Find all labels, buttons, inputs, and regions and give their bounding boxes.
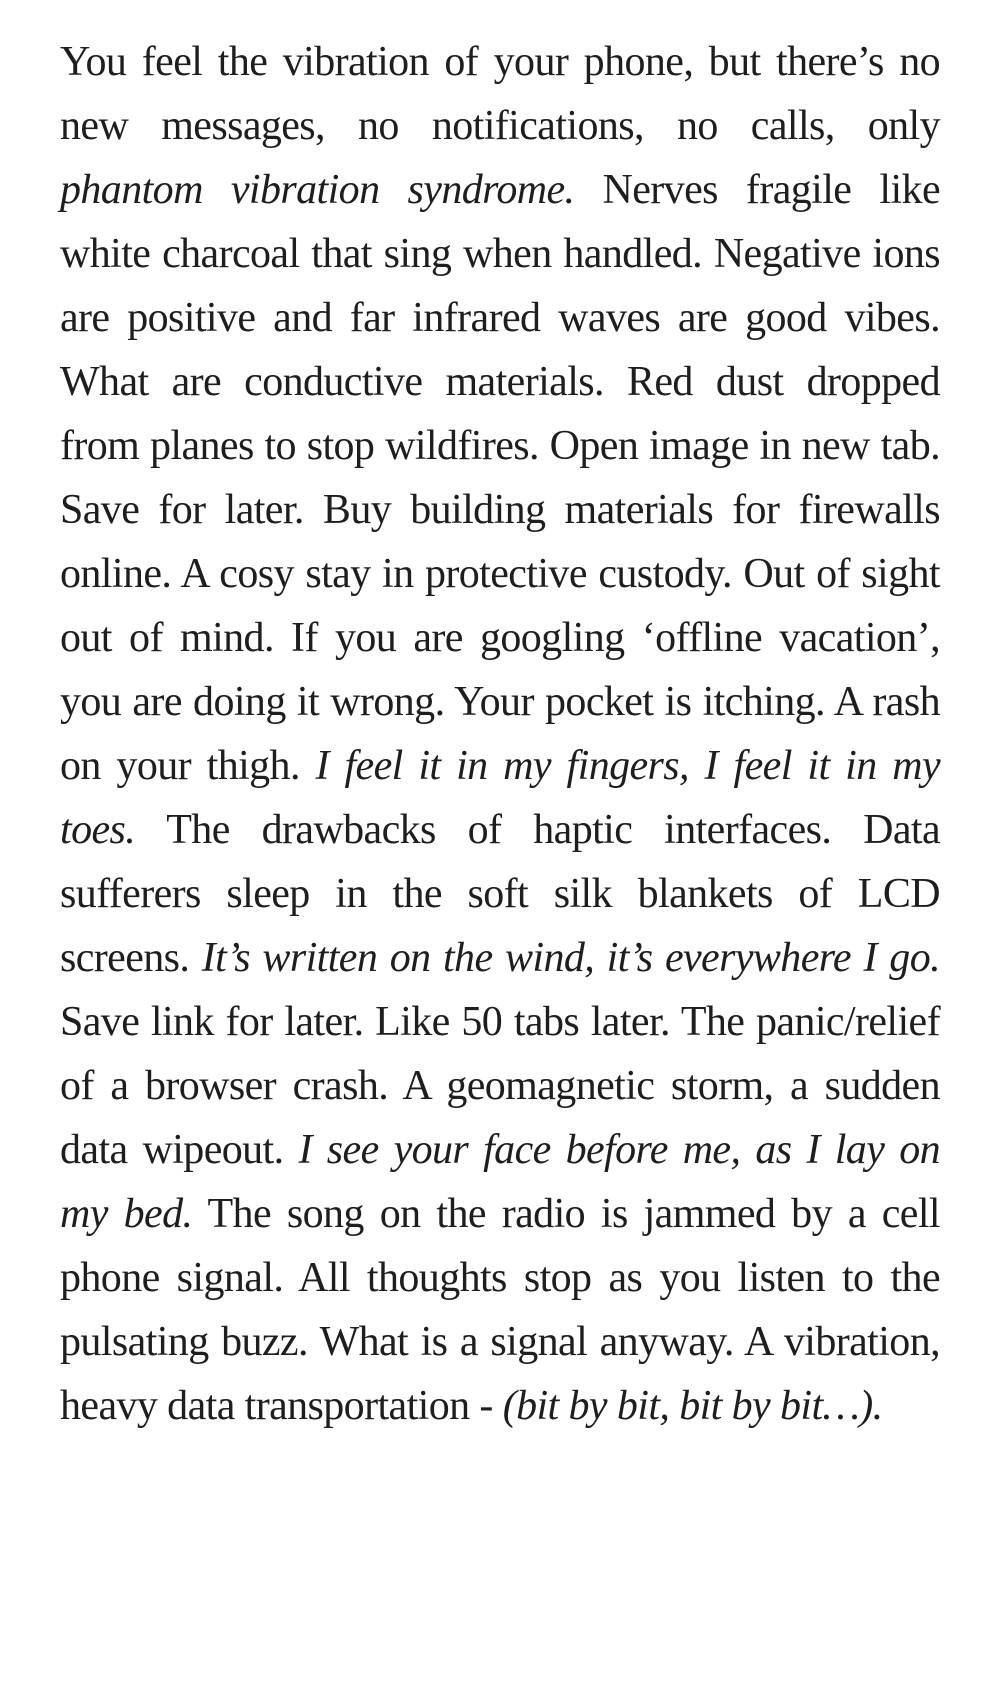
italic-phrase-bit-by-bit: (bit by bit, bit by bit…). (502, 1383, 883, 1429)
text-segment: Nerves fragile like white charcoal that sing when handled. Negative ions are positive and far infrared waves are good vibes. What are conductive materials. Red dust dropped from planes to stop wildfires. Open image in new tab. Save for later. Buy building materials for firewalls online. A cosy stay in protective custody. Out of sight out of mind. If you are googling ‘offline vacation’, you are doing it wrong. Your pocket is itching. A rash on your thigh. (60, 167, 940, 789)
italic-lyric-written-on-wind: It’s written on the wind, it’s everywhere I go. (201, 935, 941, 981)
italic-phrase-phantom-vibration: phantom vibration syndrome. (60, 167, 575, 213)
text-segment: You feel the vibration of your phone, but there’s no new messages, no notifications, no calls, only (60, 39, 940, 149)
text-page (60, 30, 940, 1438)
italic-lyric-see-your-face: I see your face before me, as I lay on my bed. (60, 1127, 940, 1237)
italic-lyric-fingers-toes: I feel it in my fingers, I feel it in my toes. (60, 743, 941, 853)
text-segment: Save link for later. Like 50 tabs later. The panic/relief of a browser crash. A geomagnetic storm, a sudden data wipeout. (60, 999, 940, 1173)
text-segment: The song on the radio is jammed by a cell phone signal. All thoughts stop as you listen to the pulsating buzz. What is a signal anyway. A vibration, heavy data transportation - (60, 1191, 940, 1429)
body-paragraph (60, 30, 940, 1438)
text-segment: The drawbacks of haptic interfaces. Data sufferers sleep in the soft silk blankets of LCD screens. (60, 807, 940, 981)
